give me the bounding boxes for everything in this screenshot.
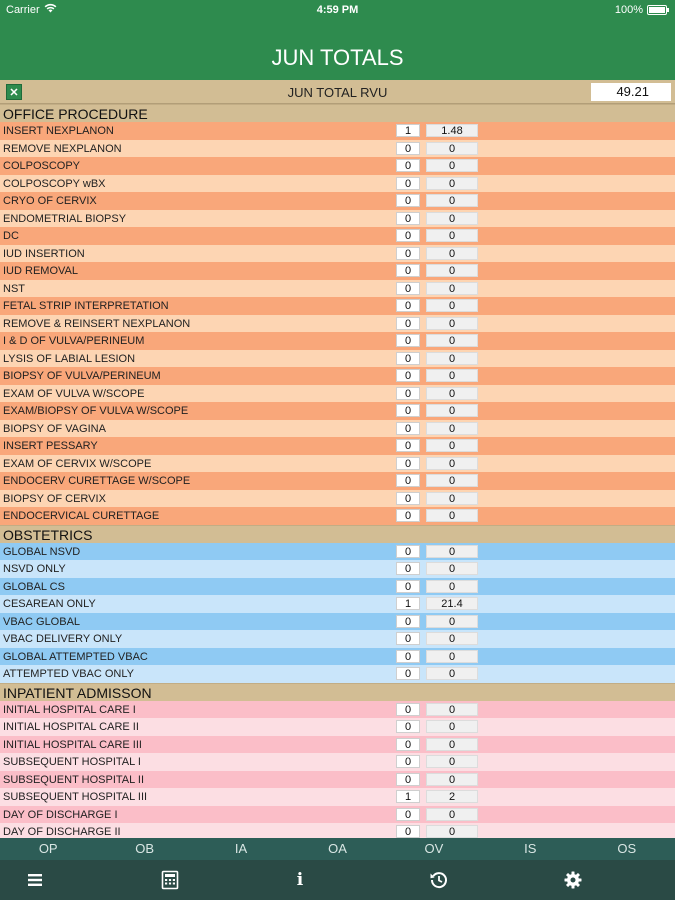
procedure-name: REMOVE NEXPLANON: [3, 142, 122, 155]
table-row[interactable]: [0, 122, 675, 140]
quantity-field[interactable]: 0: [396, 720, 420, 733]
rvu-value: 0: [426, 142, 478, 155]
page-title: JUN TOTALS: [271, 45, 404, 70]
procedure-name: VBAC GLOBAL: [3, 615, 81, 628]
section-obstetrics: OBSTETRICS: [0, 525, 675, 543]
quantity-field[interactable]: 0: [396, 317, 420, 330]
table-row[interactable]: [0, 367, 675, 385]
table-row[interactable]: [0, 315, 675, 333]
procedure-name: INSERT NEXPLANON: [3, 125, 114, 137]
procedure-name: EXAM OF VULVA W/SCOPE: [3, 387, 145, 400]
procedure-name: COLPOSCOPY wBX: [3, 177, 106, 190]
procedure-name: BIOPSY OF VAGINA: [3, 422, 106, 435]
total-rvu-bar: [0, 80, 675, 104]
rvu-value: 0: [426, 229, 478, 242]
rvu-value: 0: [426, 247, 478, 260]
quantity-field[interactable]: 0: [396, 492, 420, 505]
table-row[interactable]: [0, 613, 675, 631]
rvu-value: 0: [426, 264, 478, 277]
procedure-name: INITIAL HOSPITAL CARE I: [3, 703, 136, 716]
table-row[interactable]: [0, 578, 675, 596]
tab-ob[interactable]: OB: [135, 841, 155, 856]
table-row[interactable]: [0, 490, 675, 508]
obstetrics-rows: [0, 543, 675, 683]
rvu-value: 0: [426, 492, 478, 505]
tab-ia[interactable]: IA: [234, 841, 248, 856]
bottom-toolbar: [0, 860, 675, 900]
settings-icon[interactable]: [563, 870, 583, 890]
quantity-field[interactable]: 0: [396, 632, 420, 645]
rvu-value: 0: [426, 580, 478, 593]
quantity-field[interactable]: 0: [396, 615, 420, 628]
rvu-value: 0: [426, 159, 478, 172]
rvu-value: 0: [426, 808, 478, 821]
quantity-field[interactable]: 0: [396, 352, 420, 365]
quantity-field[interactable]: 1: [396, 790, 420, 803]
quantity-field[interactable]: 0: [396, 667, 420, 680]
tab-op[interactable]: OP: [38, 841, 58, 856]
table-row[interactable]: [0, 280, 675, 298]
table-row[interactable]: [0, 648, 675, 666]
quantity-field[interactable]: 0: [396, 738, 420, 751]
tab-is[interactable]: IS: [524, 841, 537, 856]
rvu-value: 0: [426, 352, 478, 365]
quantity-field[interactable]: 0: [396, 247, 420, 260]
quantity-field[interactable]: 0: [396, 229, 420, 242]
history-icon[interactable]: [429, 870, 449, 890]
quantity-field[interactable]: 0: [396, 825, 420, 838]
table-row[interactable]: [0, 245, 675, 263]
table-row[interactable]: [0, 630, 675, 648]
procedure-name: EXAM OF CERVIX W/SCOPE: [3, 457, 152, 470]
quantity-field[interactable]: 0: [396, 387, 420, 400]
procedure-name: INITIAL HOSPITAL CARE III: [3, 738, 142, 751]
quantity-field[interactable]: 0: [396, 299, 420, 312]
table-row[interactable]: [0, 157, 675, 175]
procedure-name: CRYO OF CERVIX: [3, 195, 97, 207]
procedure-name: GLOBAL NSVD: [3, 545, 81, 558]
rvu-value: 0: [426, 439, 478, 452]
quantity-field[interactable]: 0: [396, 562, 420, 575]
table-row[interactable]: [0, 227, 675, 245]
quantity-field[interactable]: 0: [396, 755, 420, 768]
rvu-value: 0: [426, 703, 478, 716]
quantity-field[interactable]: 0: [396, 404, 420, 417]
table-row[interactable]: [0, 718, 675, 736]
rvu-value: 0: [426, 545, 478, 558]
clock: 4:59 PM: [316, 4, 359, 16]
procedure-name: NST: [3, 282, 25, 295]
status-bar: [0, 0, 675, 22]
quantity-field[interactable]: 0: [396, 439, 420, 452]
procedure-name: DC: [3, 230, 19, 242]
rvu-value: 0: [426, 387, 478, 400]
procedure-name: BIOPSY OF VULVA/PERINEUM: [3, 370, 161, 382]
quantity-field[interactable]: 0: [396, 369, 420, 382]
tab-ov[interactable]: OV: [424, 841, 444, 856]
table-row[interactable]: [0, 753, 675, 771]
carrier-label: Carrier: [6, 4, 40, 16]
inpatient-admission-rows: [0, 701, 675, 839]
procedure-name: ENDOMETRIAL BIOPSY: [3, 212, 127, 225]
procedure-name: IUD INSERTION: [3, 247, 85, 260]
table-row[interactable]: [0, 455, 675, 473]
table-row[interactable]: [0, 262, 675, 280]
procedure-table[interactable]: [0, 104, 675, 838]
table-row[interactable]: [0, 771, 675, 789]
table-row[interactable]: [0, 806, 675, 824]
quantity-field[interactable]: 0: [396, 422, 420, 435]
rvu-value: 0: [426, 738, 478, 751]
rvu-value: 0: [426, 404, 478, 417]
quantity-field[interactable]: 1: [396, 597, 420, 610]
office-procedure-rows: [0, 122, 675, 525]
quantity-field[interactable]: 0: [396, 159, 420, 172]
rvu-value: 0: [426, 474, 478, 487]
rvu-value: 0: [426, 334, 478, 347]
table-row[interactable]: [0, 560, 675, 578]
rvu-value: 0: [426, 317, 478, 330]
procedure-name: CESAREAN ONLY: [3, 598, 96, 610]
table-row[interactable]: [0, 472, 675, 490]
procedure-name: BIOPSY OF CERVIX: [3, 492, 106, 505]
rvu-value: 0: [426, 177, 478, 190]
quantity-field[interactable]: 0: [396, 212, 420, 225]
quantity-field[interactable]: 0: [396, 545, 420, 558]
menu-icon[interactable]: [25, 870, 45, 890]
close-icon[interactable]: ✕: [6, 84, 22, 100]
procedure-name: INITIAL HOSPITAL CARE II: [3, 721, 139, 733]
quantity-field[interactable]: 0: [396, 282, 420, 295]
rvu-value: 2: [426, 790, 478, 803]
procedure-name: VBAC DELIVERY ONLY: [3, 633, 123, 645]
procedure-name: INSERT PESSARY: [3, 440, 98, 452]
category-tab-bar: [0, 838, 675, 860]
procedure-name: DAY OF DISCHARGE II: [3, 826, 121, 838]
info-icon[interactable]: i: [296, 870, 304, 890]
rvu-value: 0: [426, 615, 478, 628]
table-row[interactable]: [0, 507, 675, 525]
procedure-name: I & D OF VULVA/PERINEUM: [3, 335, 145, 347]
table-row[interactable]: [0, 665, 675, 683]
procedure-name: NSVD ONLY: [3, 563, 66, 575]
quantity-field[interactable]: 0: [396, 580, 420, 593]
rvu-value: 0: [426, 369, 478, 382]
table-row[interactable]: [0, 210, 675, 228]
table-row[interactable]: [0, 297, 675, 315]
rvu-value: 0: [426, 667, 478, 680]
rvu-value: 0: [426, 755, 478, 768]
procedure-name: ATTEMPTED VBAC ONLY: [3, 668, 135, 680]
quantity-field[interactable]: 0: [396, 509, 420, 522]
quantity-field[interactable]: 0: [396, 264, 420, 277]
battery-percent: 100%: [614, 4, 643, 16]
rvu-value: 0: [426, 650, 478, 663]
nav-bar: [0, 22, 675, 80]
calculator-icon[interactable]: [160, 870, 180, 890]
rvu-value: 0: [426, 632, 478, 645]
procedure-name: ENDOCERV CURETTAGE W/SCOPE: [3, 475, 191, 487]
table-row[interactable]: [0, 385, 675, 403]
quantity-field[interactable]: 0: [396, 773, 420, 786]
quantity-field[interactable]: 0: [396, 474, 420, 487]
procedure-name: DAY OF DISCHARGE I: [3, 808, 118, 821]
section-inpatient-admission: INPATIENT ADMISSON: [0, 683, 675, 701]
table-row[interactable]: [0, 788, 675, 806]
rvu-value: 21.4: [426, 597, 478, 610]
procedure-name: LYSIS OF LABIAL LESION: [3, 352, 136, 365]
rvu-value: 0: [426, 299, 478, 312]
table-row[interactable]: [0, 175, 675, 193]
table-row[interactable]: [0, 420, 675, 438]
quantity-field[interactable]: 0: [396, 808, 420, 821]
quantity-field[interactable]: 1: [396, 124, 420, 137]
procedure-name: ENDOCERVICAL CURETTAGE: [3, 510, 160, 522]
table-row[interactable]: [0, 437, 675, 455]
rvu-value: 0: [426, 282, 478, 295]
table-row[interactable]: [0, 402, 675, 420]
rvu-value: 0: [426, 773, 478, 786]
table-row[interactable]: [0, 701, 675, 719]
rvu-value: 0: [426, 457, 478, 470]
procedure-name: GLOBAL ATTEMPTED VBAC: [3, 650, 148, 663]
table-row[interactable]: [0, 736, 675, 754]
procedure-name: EXAM/BIOPSY OF VULVA W/SCOPE: [3, 405, 189, 417]
procedure-name: SUBSEQUENT HOSPITAL III: [3, 791, 148, 803]
section-office-procedure: OFFICE PROCEDURE: [0, 104, 675, 122]
tab-oa[interactable]: OA: [328, 841, 347, 856]
battery-icon: [647, 5, 667, 15]
rvu-value: 0: [426, 212, 478, 225]
procedure-name: GLOBAL CS: [3, 580, 65, 593]
quantity-field[interactable]: 0: [396, 334, 420, 347]
procedure-name: FETAL STRIP INTERPRETATION: [3, 300, 169, 312]
table-row[interactable]: [0, 595, 675, 613]
table-row[interactable]: [0, 192, 675, 210]
quantity-field[interactable]: 0: [396, 177, 420, 190]
table-row[interactable]: [0, 823, 675, 838]
total-rvu-value: 49.21: [591, 83, 671, 101]
table-row[interactable]: [0, 543, 675, 561]
rvu-value: 0: [426, 720, 478, 733]
quantity-field[interactable]: 0: [396, 142, 420, 155]
tab-os[interactable]: OS: [617, 841, 637, 856]
rvu-value: 1.48: [426, 124, 478, 137]
quantity-field[interactable]: 0: [396, 457, 420, 470]
quantity-field[interactable]: 0: [396, 703, 420, 716]
procedure-name: SUBSEQUENT HOSPITAL II: [3, 773, 144, 786]
total-rvu-label: JUN TOTAL RVU: [287, 85, 388, 100]
quantity-field[interactable]: 0: [396, 650, 420, 663]
procedure-name: SUBSEQUENT HOSPITAL I: [3, 756, 141, 768]
rvu-value: 0: [426, 825, 478, 838]
procedure-name: IUD REMOVAL: [3, 265, 78, 277]
rvu-value: 0: [426, 194, 478, 207]
rvu-value: 0: [426, 562, 478, 575]
procedure-name: COLPOSCOPY: [3, 160, 81, 172]
quantity-field[interactable]: 0: [396, 194, 420, 207]
table-row[interactable]: [0, 140, 675, 158]
rvu-value: 0: [426, 422, 478, 435]
procedure-name: REMOVE & REINSERT NEXPLANON: [3, 317, 191, 330]
table-row[interactable]: [0, 332, 675, 350]
rvu-value: 0: [426, 509, 478, 522]
table-row[interactable]: [0, 350, 675, 368]
